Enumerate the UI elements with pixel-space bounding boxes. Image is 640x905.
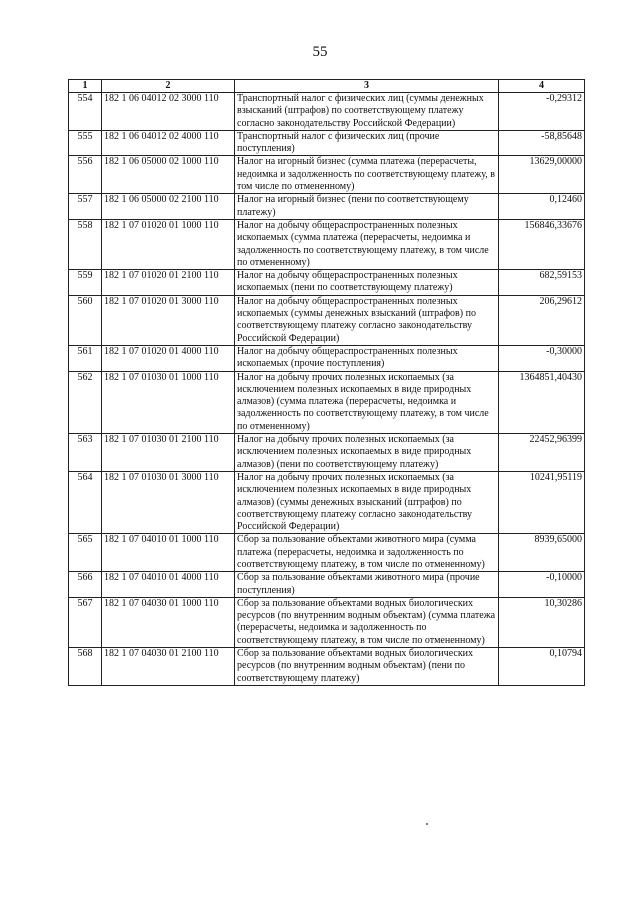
classification-code: 182 1 07 01020 01 2100 110 bbox=[102, 270, 235, 296]
table-row bbox=[69, 572, 585, 598]
row-number: 563 bbox=[69, 434, 102, 472]
amount-value: -0,30000 bbox=[499, 345, 585, 371]
amount-value: 8939,65000 bbox=[499, 534, 585, 572]
amount-value: 206,29612 bbox=[499, 295, 585, 345]
revenue-name: Сбор за пользование объектами животного мира (сумма платежа (перерасчеты, недоимка и задолженность по соответствующему платежу, в том числе по отмененному) bbox=[235, 534, 499, 572]
row-number: 555 bbox=[69, 130, 102, 156]
classification-code: 182 1 07 01020 01 4000 110 bbox=[102, 345, 235, 371]
table-row bbox=[69, 434, 585, 472]
row-number: 564 bbox=[69, 471, 102, 533]
table-row bbox=[69, 219, 585, 269]
amount-value: 1364851,40430 bbox=[499, 371, 585, 433]
table-header-row bbox=[69, 80, 585, 93]
revenue-name: Налог на игорный бизнес (сумма платежа (перерасчеты, недоимка и задолженность по соответствующему платежу, в том числе по отмененному) bbox=[235, 156, 499, 194]
table-row bbox=[69, 130, 585, 156]
table-row bbox=[69, 194, 585, 220]
classification-code: 182 1 06 04012 02 3000 110 bbox=[102, 93, 235, 131]
row-number: 556 bbox=[69, 156, 102, 194]
amount-value: -0,10000 bbox=[499, 572, 585, 598]
table-row bbox=[69, 371, 585, 433]
classification-code: 182 1 07 04010 01 4000 110 bbox=[102, 572, 235, 598]
revenue-name: Сбор за пользование объектами водных биологических ресурсов (по внутренним водным объектам) (пени по соответствующему платежу) bbox=[235, 648, 499, 686]
revenue-name: Налог на добычу общераспространенных полезных ископаемых (сумма платежа (перерасчеты, недоимка и задолженность по соответствующему платежу, в том числе по отмененному) bbox=[235, 219, 499, 269]
amount-value: 156846,33676 bbox=[499, 219, 585, 269]
row-number: 559 bbox=[69, 270, 102, 296]
classification-code: 182 1 07 01030 01 3000 110 bbox=[102, 471, 235, 533]
classification-code: 182 1 07 01020 01 1000 110 bbox=[102, 219, 235, 269]
revenue-name: Транспортный налог с физических лиц (суммы денежных взысканий (штрафов) по соответствующему платежу согласно законодательству Российской Федерации) bbox=[235, 93, 499, 131]
row-number: 562 bbox=[69, 371, 102, 433]
classification-code: 182 1 06 05000 02 1000 110 bbox=[102, 156, 235, 194]
table-row bbox=[69, 295, 585, 345]
column-header-1: 1 bbox=[69, 80, 102, 93]
table-row bbox=[69, 471, 585, 533]
table-row bbox=[69, 270, 585, 296]
classification-code: 182 1 07 04030 01 2100 110 bbox=[102, 648, 235, 686]
row-number: 565 bbox=[69, 534, 102, 572]
revenue-name: Сбор за пользование объектами водных биологических ресурсов (по внутренним водным объектам) (сумма платежа (перерасчеты, недоимка и задолженность по соответствующему платежу, в том числе по отмененному) bbox=[235, 597, 499, 647]
table-row bbox=[69, 93, 585, 131]
row-number: 560 bbox=[69, 295, 102, 345]
revenue-name: Налог на игорный бизнес (пени по соответствующему платежу) bbox=[235, 194, 499, 220]
classification-code: 182 1 07 04010 01 1000 110 bbox=[102, 534, 235, 572]
revenue-name: Налог на добычу общераспространенных полезных ископаемых (суммы денежных взысканий (штрафов) по соответствующему платежу согласно законодательству Российской Федерации) bbox=[235, 295, 499, 345]
classification-code: 182 1 07 01030 01 2100 110 bbox=[102, 434, 235, 472]
revenue-name: Налог на добычу прочих полезных ископаемых (за исключением полезных ископаемых в виде природных алмазов) (сумма платежа (перерасчеты, недоимка и задолженность по соответствующему платежу, в том числе по отмененному) bbox=[235, 371, 499, 433]
revenue-name: Транспортный налог с физических лиц (прочие поступления) bbox=[235, 130, 499, 156]
classification-code: 182 1 07 01030 01 1000 110 bbox=[102, 371, 235, 433]
table-row bbox=[69, 597, 585, 647]
column-header-3: 3 bbox=[235, 80, 499, 93]
revenue-table bbox=[68, 79, 585, 686]
table-row bbox=[69, 648, 585, 686]
table-body bbox=[69, 93, 585, 686]
classification-code: 182 1 06 05000 02 2100 110 bbox=[102, 194, 235, 220]
row-number: 557 bbox=[69, 194, 102, 220]
revenue-name: Налог на добычу общераспространенных полезных ископаемых (прочие поступления) bbox=[235, 345, 499, 371]
page-number: 55 bbox=[312, 44, 328, 60]
amount-value: 13629,00000 bbox=[499, 156, 585, 194]
amount-value: 22452,96399 bbox=[499, 434, 585, 472]
revenue-name: Налог на добычу прочих полезных ископаемых (за исключением полезных ископаемых в виде природных алмазов) (пени по соответствующему платежу) bbox=[235, 434, 499, 472]
amount-value: -58,85648 bbox=[499, 130, 585, 156]
row-number: 561 bbox=[69, 345, 102, 371]
scan-artifact bbox=[426, 823, 428, 825]
amount-value: 0,10794 bbox=[499, 648, 585, 686]
revenue-name: Налог на добычу общераспространенных полезных ископаемых (пени по соответствующему платежу) bbox=[235, 270, 499, 296]
row-number: 568 bbox=[69, 648, 102, 686]
row-number: 566 bbox=[69, 572, 102, 598]
row-number: 558 bbox=[69, 219, 102, 269]
classification-code: 182 1 07 01020 01 3000 110 bbox=[102, 295, 235, 345]
table-row bbox=[69, 156, 585, 194]
classification-code: 182 1 07 04030 01 1000 110 bbox=[102, 597, 235, 647]
revenue-name: Налог на добычу прочих полезных ископаемых (за исключением полезных ископаемых в виде природных алмазов) (суммы денежных взысканий (штрафов) по соответствующему платежу согласно законодательству Российской Федерации) bbox=[235, 471, 499, 533]
classification-code: 182 1 06 04012 02 4000 110 bbox=[102, 130, 235, 156]
column-header-2: 2 bbox=[102, 80, 235, 93]
row-number: 567 bbox=[69, 597, 102, 647]
amount-value: 682,59153 bbox=[499, 270, 585, 296]
revenue-name: Сбор за пользование объектами животного мира (прочие поступления) bbox=[235, 572, 499, 598]
amount-value: 10,30286 bbox=[499, 597, 585, 647]
table-row bbox=[69, 345, 585, 371]
amount-value: -0,29312 bbox=[499, 93, 585, 131]
column-header-4: 4 bbox=[499, 80, 585, 93]
amount-value: 0,12460 bbox=[499, 194, 585, 220]
amount-value: 10241,95119 bbox=[499, 471, 585, 533]
table-row bbox=[69, 534, 585, 572]
row-number: 554 bbox=[69, 93, 102, 131]
